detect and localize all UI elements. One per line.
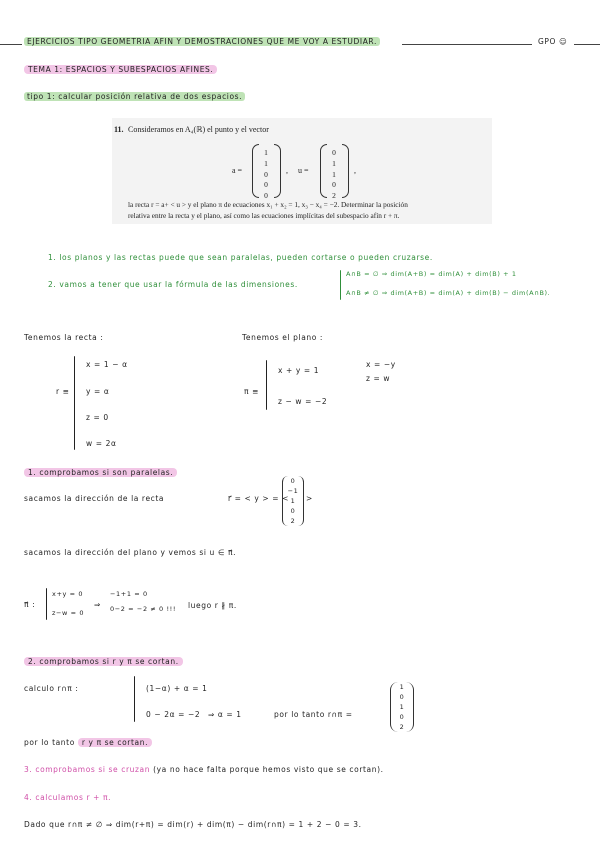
recta-name: r ≡	[56, 387, 70, 396]
header-rule-end	[574, 44, 600, 45]
step2-final-prefix: por lo tanto	[24, 738, 75, 747]
recta-eq-2: y = α	[86, 387, 110, 396]
note-2-brace	[340, 270, 341, 300]
type-title	[24, 92, 245, 101]
step2-title	[24, 657, 183, 666]
step2-result: ⇒ α = 1	[208, 710, 242, 719]
step3	[24, 765, 384, 774]
plano-label: Tenemos el plano :	[242, 333, 324, 342]
step1-pi-label: π⃗ :	[24, 600, 36, 609]
step1-title	[24, 468, 177, 477]
exercise-number: 11.	[114, 125, 124, 134]
recta-eq-4: w = 2α	[86, 439, 117, 448]
exercise-box	[112, 118, 492, 224]
plano-side-1: x = −y	[366, 360, 396, 369]
step1-pi-eq-2: z−w = 0	[52, 609, 85, 617]
step1-dir-recta-expr: r⃗ = < y > = <	[228, 494, 290, 503]
plano-side-2: z = w	[366, 374, 391, 383]
step2-point-entry: 1	[399, 683, 405, 691]
note-2b: A∩B ≠ ∅ ⇒ dim(A+B) = dim(A) + dim(B) − dim(A∩B).	[346, 289, 551, 297]
vector-separator: ,	[286, 166, 288, 175]
vector-a-entry: 0	[264, 180, 268, 190]
step3-title: 3. comprobamos si se cruzan	[24, 765, 151, 774]
step1-dir-vector-entry: 1	[290, 497, 296, 505]
step2-therefore: por lo tanto r∩π =	[274, 710, 353, 719]
step2-point-entry: 2	[399, 723, 405, 731]
step1-dir-vector-entry: 0	[290, 507, 296, 515]
step4-text: Dado que r∩π ≠ ∅ ⇒ dim(r+π) = dim(r) + dim(π) − dim(r∩π) = 1 + 2 − 0 = 3.	[24, 820, 362, 829]
step1-arrow: ⇒	[94, 600, 101, 609]
vector-a-right-paren	[274, 144, 281, 198]
plano-brace	[266, 360, 267, 410]
vector-u-entry: 0	[332, 180, 336, 190]
vector-u-entry: 1	[332, 158, 336, 168]
step1-title-text: 1. comprobamos si son paralelas.	[24, 468, 177, 477]
vector-u-label: u =	[298, 166, 309, 175]
vector-a-entry: 0	[264, 191, 268, 201]
note-2a: A∩B = ∅ ⇒ dim(A+B) = dim(A) + dim(B) + 1	[346, 270, 517, 278]
vector-a-entry: 0	[264, 169, 268, 179]
recta-brace	[74, 356, 75, 450]
step2-calc: calculo r∩π :	[24, 684, 79, 693]
step2-point-vector	[390, 682, 414, 732]
step2-final-highlight: r y π se cortan.	[78, 738, 152, 747]
header-title-text: EJERCICIOS TIPO GEOMETRIA AFIN Y DEMOSTRACIONES QUE ME VOY A ESTUDIAR.	[24, 37, 380, 46]
step1-dir-vector-entry: −1	[287, 487, 299, 495]
step1-dir-vector-entry: 0	[290, 477, 296, 485]
step3-note: (ya no hace falta porque hemos visto que se cortan).	[153, 765, 384, 774]
vector-a-label: a =	[232, 166, 243, 175]
plano-eq-2: z − w = −2	[278, 397, 328, 406]
step2-eq-2: 0 − 2α = −2	[146, 710, 201, 719]
vector-u-entry: 1	[332, 169, 336, 179]
step1-dir-plano: sacamos la dirección del plano y vemos si u ∈ π⃗.	[24, 548, 237, 557]
recta-label: Tenemos la recta :	[24, 333, 104, 342]
exercise-line-1: la recta r = a+ < u > y el plano π de ecuaciones x₁ + x₂ = 1, x₃ − x₄ = −2. Determinar la posición	[128, 200, 408, 209]
step1-dir-recta-close: >	[306, 494, 313, 503]
step1-dir-recta: sacamos la dirección de la recta	[24, 494, 165, 503]
plano-name: π ≡	[244, 387, 259, 396]
header-rule-right	[402, 44, 532, 45]
plano-eq-1: x + y = 1	[278, 366, 320, 375]
step1-check-1: −1+1 = 0	[110, 590, 148, 598]
step2-final	[24, 738, 152, 747]
header-tag: GPO ☺	[538, 37, 568, 46]
vector-a	[258, 148, 274, 202]
step1-pi-eq-1: x+y = 0	[52, 590, 84, 598]
topic-title-text: TEMA 1: ESPACIOS Y SUBESPACIOS AFINES.	[24, 65, 217, 74]
header-rule-left	[0, 44, 22, 45]
vector-u	[326, 148, 342, 202]
note-1: 1. los planos y las rectas puede que sean paralelas, pueden cortarse o pueden cruzarse.	[48, 253, 433, 262]
step2-eq-1: (1−α) + α = 1	[146, 684, 208, 693]
step1-check-2: 0−2 = −2 ≠ 0 !!!	[110, 605, 177, 613]
type-title-text: tipo 1: calcular posición relativa de dos espacios.	[24, 92, 245, 101]
topic-title	[24, 65, 217, 74]
exercise-line-2: relativa entre la recta y el plano, así como las ecuaciones implícitas del subespacio afín r + π.	[128, 211, 400, 220]
step1-pi-brace	[46, 588, 47, 620]
header-title	[24, 37, 380, 46]
vector-a-entry: 1	[264, 158, 268, 168]
note-2: 2. vamos a tener que usar la fórmula de las dimensiones.	[48, 280, 298, 289]
step2-point-entry: 1	[399, 703, 405, 711]
step2-point-entry: 0	[399, 713, 405, 721]
step2-point-entry: 0	[399, 693, 405, 701]
vector-u-right-paren	[342, 144, 349, 198]
step1-dir-vector-entry: 2	[290, 517, 296, 525]
step2-brace	[134, 676, 135, 722]
step1-conclusion: luego r ∦ π.	[188, 601, 237, 610]
vector-a-entry: 1	[264, 148, 268, 157]
vector-period: ,	[354, 166, 356, 175]
vector-u-entry: 2	[332, 191, 336, 201]
recta-eq-3: z = 0	[86, 413, 109, 422]
step2-title-text: 2. comprobamos si r y π se cortan.	[24, 657, 183, 666]
step1-dir-vector	[282, 476, 304, 526]
step4-title: 4. calculamos r + π.	[24, 793, 112, 802]
recta-eq-1: x = 1 − α	[86, 360, 128, 369]
vector-u-entry: 0	[332, 148, 336, 157]
exercise-intro: Consideramos en A₄(ℝ) el punto y el vector	[128, 125, 269, 134]
